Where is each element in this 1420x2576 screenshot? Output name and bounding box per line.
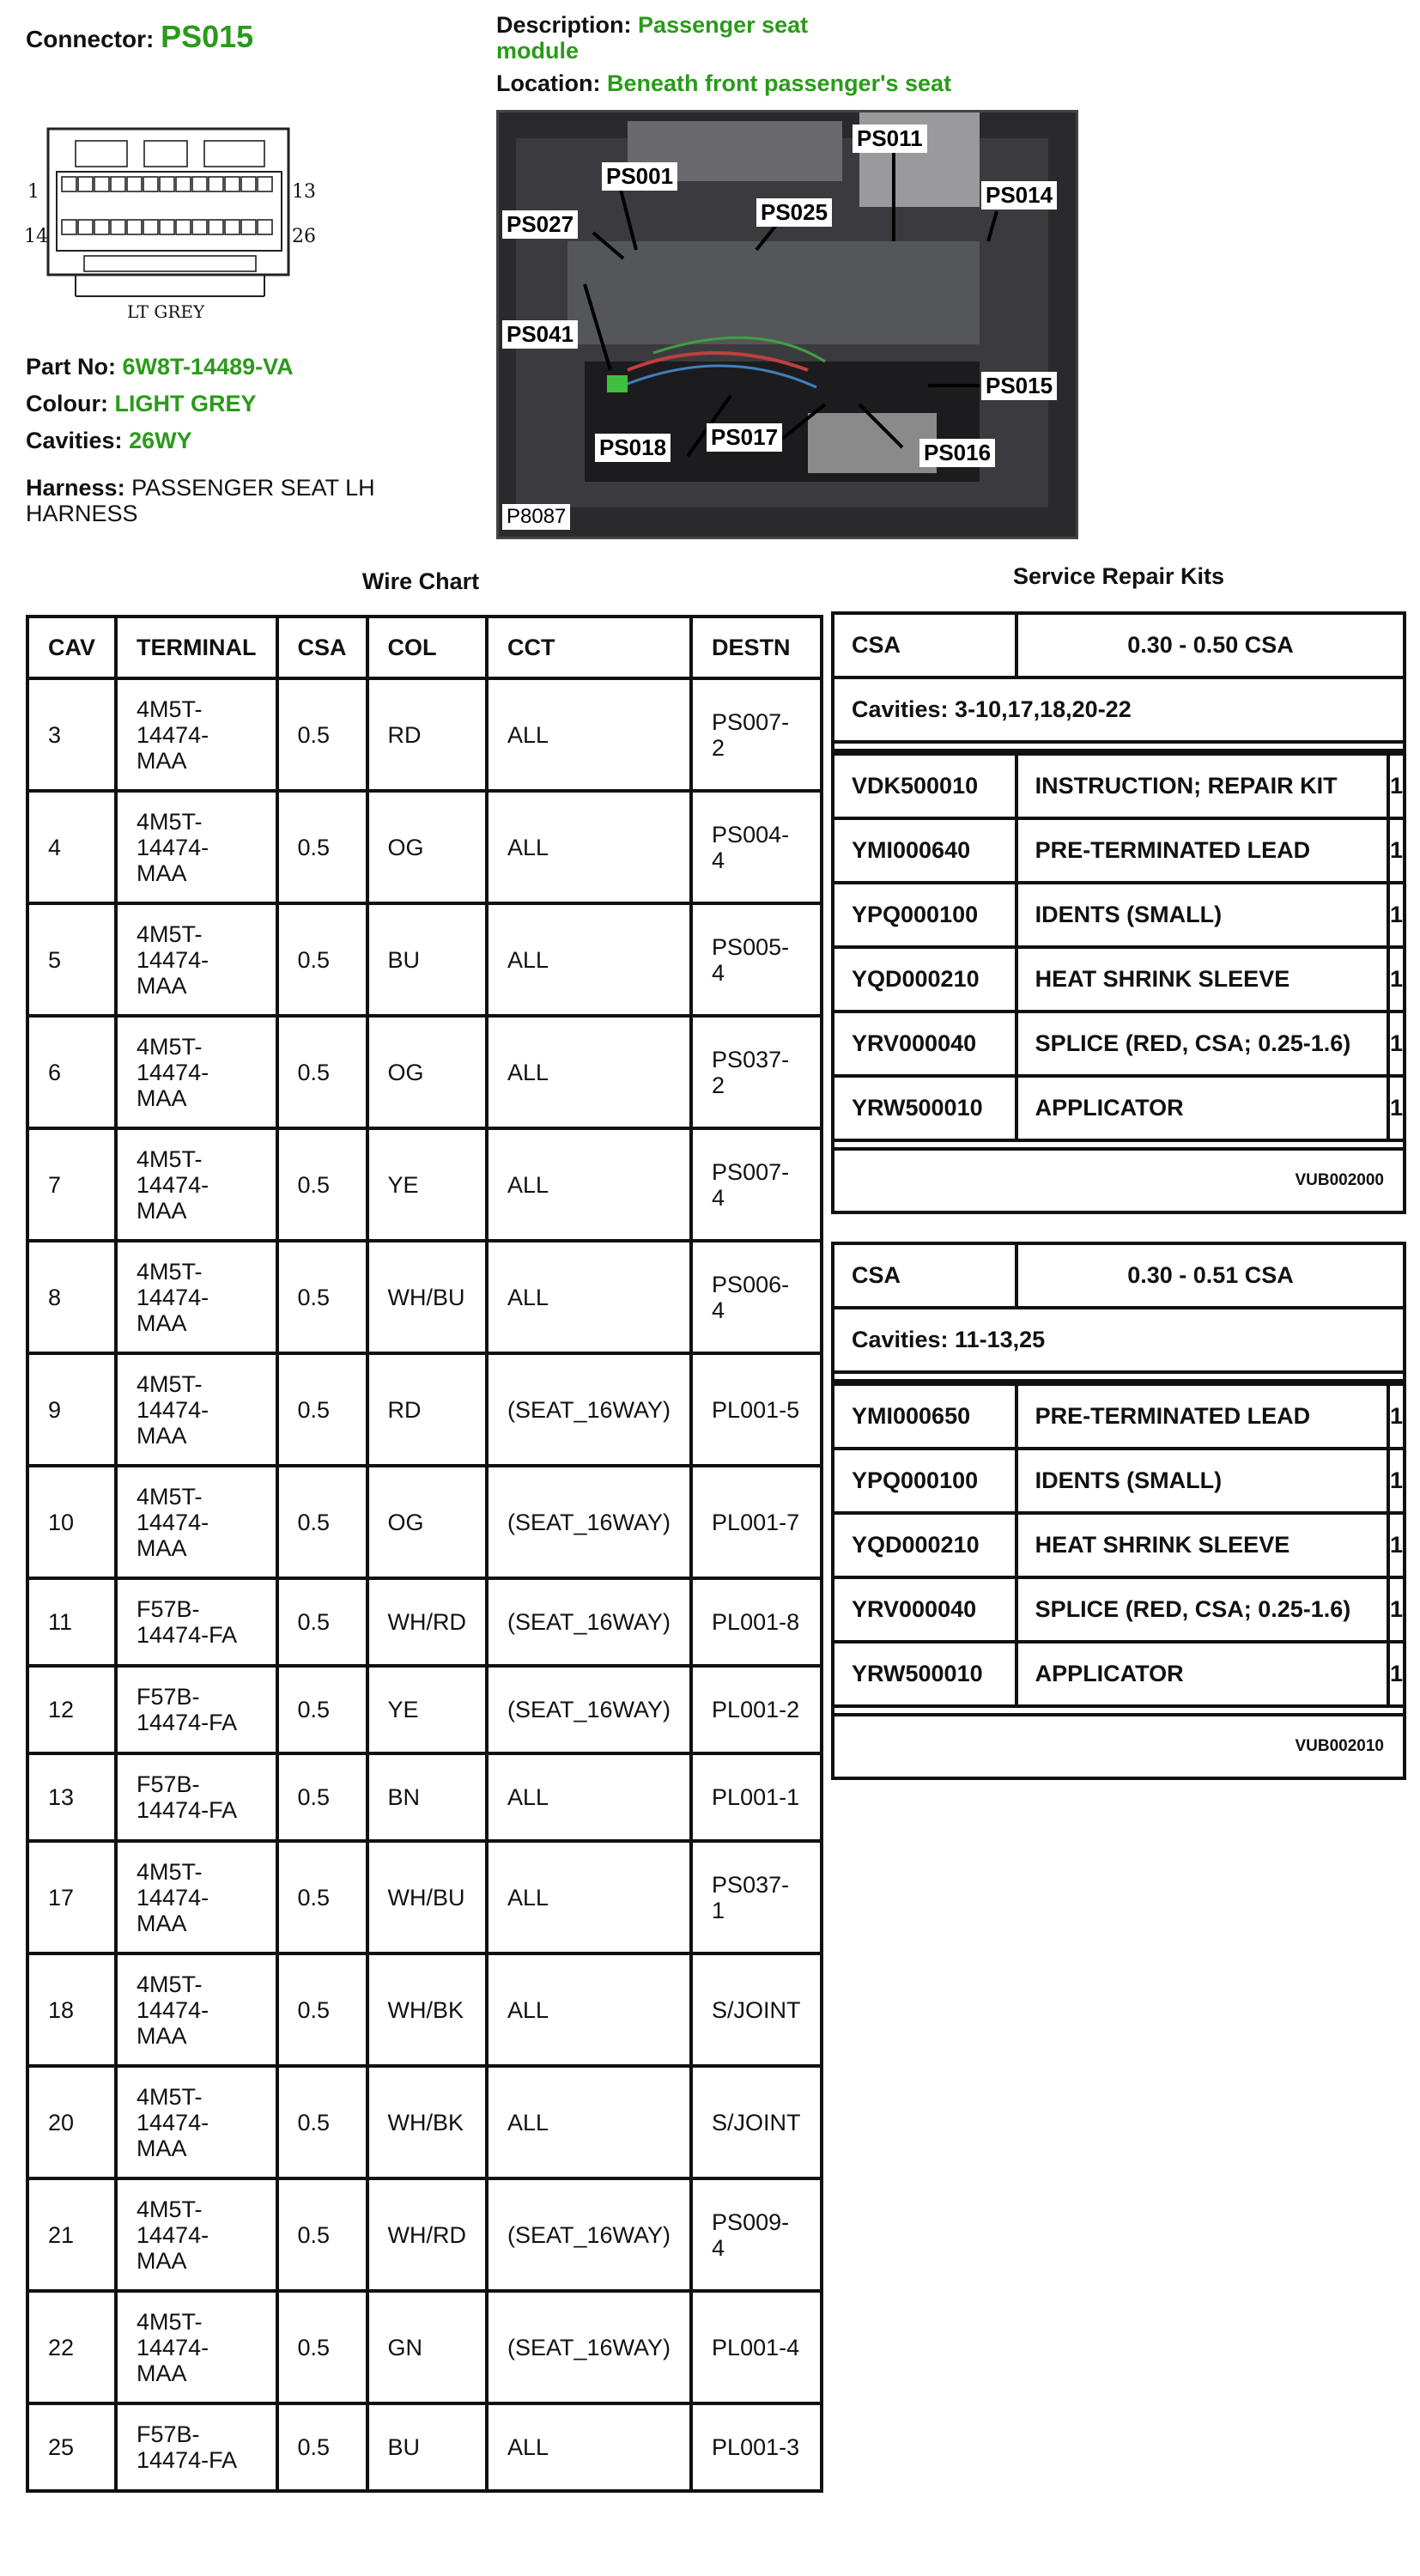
- cell-terminal: 4M5T- 14474- MAA: [116, 903, 276, 1016]
- cell-terminal: 4M5T- 14474- MAA: [116, 1353, 276, 1466]
- kit-1-csa-row: [831, 611, 1406, 679]
- kit-item-row: [831, 1078, 1406, 1142]
- pin-26-label: 26: [292, 226, 316, 247]
- cell-csa: 0.5: [277, 1241, 367, 1353]
- kit-item-quantity: 1: [1389, 1030, 1403, 1056]
- kit-2-cavities-row: [831, 1309, 1406, 1374]
- kit-item-part-number: YRV000040: [834, 1579, 1018, 1640]
- cell-cct: ALL: [487, 1841, 691, 1953]
- cell-col: OG: [367, 791, 487, 903]
- part-no-value: 6W8T-14489-VA: [122, 354, 294, 380]
- table-row: [27, 1241, 822, 1353]
- kit-item-row: [831, 1382, 1406, 1450]
- kit-item-description: IDENTS (SMALL): [1018, 1450, 1390, 1511]
- location-photo: [496, 110, 1078, 539]
- col-cct: CCT: [487, 617, 691, 678]
- cell-csa: 0.5: [277, 1578, 367, 1666]
- cell-destn: S/JOINT: [691, 2066, 822, 2178]
- cell-cav: 6: [27, 1016, 116, 1128]
- kit-item-row: [831, 1515, 1406, 1579]
- wire-chart-header-row: [27, 617, 822, 678]
- cell-col: BN: [367, 1753, 487, 1841]
- kit-item-description: INSTRUCTION; REPAIR KIT: [1018, 756, 1390, 817]
- kit-item-part-number: YRW500010: [834, 1078, 1018, 1139]
- cell-terminal: 4M5T- 14474- MAA: [116, 791, 276, 903]
- part-no-label: Part No:: [26, 354, 117, 380]
- kit-item-description: PRE-TERMINATED LEAD: [1018, 820, 1390, 881]
- cell-terminal: 4M5T- 14474- MAA: [116, 1128, 276, 1241]
- kit-item-part-number: YPQ000100: [834, 884, 1018, 945]
- cell-cct: ALL: [487, 1128, 691, 1241]
- kit-1-separator-bottom: [831, 1142, 1406, 1151]
- kit-item-row: [831, 1643, 1406, 1708]
- cell-cav: 22: [27, 2291, 116, 2403]
- harness-label: Harness:: [26, 475, 125, 501]
- cell-cct: ALL: [487, 2403, 691, 2491]
- diagram-caption: LT GREY: [127, 301, 205, 322]
- cell-col: BU: [367, 2403, 487, 2491]
- cell-cct: ALL: [487, 2066, 691, 2178]
- table-row: [27, 1128, 822, 1241]
- cell-terminal: F57B- 14474-FA: [116, 2403, 276, 2491]
- connector-label: Connector:: [26, 26, 155, 52]
- repair-kits-title: Service Repair Kits: [1012, 563, 1225, 589]
- pin-14-label: 14: [24, 226, 48, 247]
- kit-item-row: [831, 820, 1406, 884]
- kit-item-description: APPLICATOR: [1018, 1643, 1390, 1704]
- connector-diagram: [24, 120, 333, 326]
- cell-col: GN: [367, 2291, 487, 2403]
- kit-item-part-number: VDK500010: [834, 756, 1018, 817]
- colour-label: Colour:: [26, 391, 108, 416]
- cell-destn: PL001-2: [691, 1666, 822, 1753]
- cell-cct: ALL: [487, 1953, 691, 2066]
- cell-col: WH/RD: [367, 1578, 487, 1666]
- connector-title: [26, 19, 253, 55]
- callout-ps001: PS001: [602, 162, 677, 191]
- kit-1-items: [831, 752, 1406, 1142]
- col-cav: CAV: [27, 617, 116, 678]
- table-row: [27, 678, 822, 791]
- part-number-line: [26, 354, 294, 380]
- kit-item-row: [831, 949, 1406, 1013]
- kit-item-quantity: 1: [1389, 1596, 1403, 1622]
- cell-csa: 0.5: [277, 2066, 367, 2178]
- table-row: [27, 2178, 822, 2291]
- cell-cav: 25: [27, 2403, 116, 2491]
- description-label: Description:: [496, 12, 632, 38]
- kit-item-quantity: 1: [1389, 966, 1403, 992]
- cell-cav: 9: [27, 1353, 116, 1466]
- cell-cav: 8: [27, 1241, 116, 1353]
- callout-ps016: PS016: [919, 439, 995, 467]
- cell-destn: PL001-8: [691, 1578, 822, 1666]
- cell-cav: 12: [27, 1666, 116, 1753]
- table-row: [27, 1841, 822, 1953]
- cell-destn: PL001-1: [691, 1753, 822, 1841]
- kit-1-csa-range: 0.30 - 0.50 CSA: [1127, 632, 1294, 658]
- kit-item-description: SPLICE (RED, CSA; 0.25-1.6): [1018, 1013, 1390, 1074]
- cavities-line: [26, 428, 192, 454]
- cell-col: YE: [367, 1128, 487, 1241]
- kit-item-quantity: 1: [1389, 773, 1403, 799]
- cell-csa: 0.5: [277, 1128, 367, 1241]
- wire-chart-body: [27, 678, 822, 2491]
- pin-13-label: 13: [292, 181, 316, 203]
- table-row: [27, 1666, 822, 1753]
- description-line: [496, 12, 857, 64]
- col-col: COL: [367, 617, 487, 678]
- kit-2-separator: [831, 1374, 1406, 1382]
- cell-cav: 5: [27, 903, 116, 1016]
- harness-value: PASSENGER SEAT LH HARNESS: [26, 475, 375, 526]
- kit-1-csa-label: CSA: [834, 615, 1018, 676]
- cavities-value: 26WY: [129, 428, 192, 453]
- cell-col: YE: [367, 1666, 487, 1753]
- cell-csa: 0.5: [277, 791, 367, 903]
- cell-csa: 0.5: [277, 1953, 367, 2066]
- col-terminal: TERMINAL: [116, 617, 276, 678]
- connector-face-drawing: [24, 120, 333, 326]
- kit-item-part-number: YPQ000100: [834, 1450, 1018, 1511]
- callout-ps014: PS014: [981, 181, 1057, 210]
- table-row: [27, 1953, 822, 2066]
- kit-item-quantity: 1: [1389, 1095, 1403, 1121]
- cell-csa: 0.5: [277, 1841, 367, 1953]
- kit-2-code-row: [831, 1716, 1406, 1780]
- cell-destn: PL001-5: [691, 1353, 822, 1466]
- kit-item-part-number: YRW500010: [834, 1643, 1018, 1704]
- kit-item-description: SPLICE (RED, CSA; 0.25-1.6): [1018, 1579, 1390, 1640]
- callout-ps027: PS027: [502, 210, 578, 239]
- kit-2-csa-row: [831, 1242, 1406, 1309]
- cell-col: WH/BK: [367, 1953, 487, 2066]
- kit-2-code: VUB002010: [1295, 1737, 1384, 1755]
- cell-terminal: F57B- 14474-FA: [116, 1666, 276, 1753]
- pin-1-label: 1: [27, 181, 39, 203]
- cell-csa: 0.5: [277, 1016, 367, 1128]
- callout-ps025: PS025: [756, 198, 832, 227]
- repair-kit-1: [831, 611, 1406, 1214]
- cell-cav: 20: [27, 2066, 116, 2178]
- kit-item-description: APPLICATOR: [1018, 1078, 1390, 1139]
- kit-2-csa-range: 0.30 - 0.51 CSA: [1127, 1262, 1294, 1288]
- cell-cct: ALL: [487, 1016, 691, 1128]
- cell-csa: 0.5: [277, 1666, 367, 1753]
- cell-destn: PL001-3: [691, 2403, 822, 2491]
- cell-cct: (SEAT_16WAY): [487, 1666, 691, 1753]
- col-destn: DESTN: [691, 617, 822, 678]
- cell-destn: PS007- 4: [691, 1128, 822, 1241]
- cell-terminal: 4M5T- 14474- MAA: [116, 678, 276, 791]
- table-row: [27, 1753, 822, 1841]
- cell-cct: ALL: [487, 1241, 691, 1353]
- cell-cct: ALL: [487, 791, 691, 903]
- cell-destn: S/JOINT: [691, 1953, 822, 2066]
- kit-item-quantity: 1: [1389, 1403, 1403, 1429]
- cell-cct: ALL: [487, 903, 691, 1016]
- cell-csa: 0.5: [277, 2291, 367, 2403]
- cell-cct: (SEAT_16WAY): [487, 1353, 691, 1466]
- photo-illustration: [499, 112, 1076, 537]
- kit-item-row: [831, 1013, 1406, 1078]
- col-csa: CSA: [277, 617, 367, 678]
- colour-line: [26, 391, 257, 417]
- cell-terminal: 4M5T- 14474- MAA: [116, 2066, 276, 2178]
- location-value: Beneath front passenger's seat: [607, 70, 952, 96]
- cell-col: OG: [367, 1466, 487, 1578]
- cell-col: OG: [367, 1016, 487, 1128]
- cell-csa: 0.5: [277, 678, 367, 791]
- kit-item-row: [831, 884, 1406, 949]
- callout-ps015: PS015: [981, 372, 1057, 400]
- kit-item-part-number: YQD000210: [834, 1515, 1018, 1576]
- kit-item-row: [831, 1450, 1406, 1515]
- kit-item-part-number: YQD000210: [834, 949, 1018, 1010]
- table-row: [27, 1578, 822, 1666]
- cell-col: WH/BU: [367, 1841, 487, 1953]
- table-row: [27, 791, 822, 903]
- callout-ps017: PS017: [707, 423, 782, 452]
- kit-item-part-number: YMI000650: [834, 1386, 1018, 1447]
- cell-destn: PS006- 4: [691, 1241, 822, 1353]
- table-row: [27, 1466, 822, 1578]
- kit-item-description: HEAT SHRINK SLEEVE: [1018, 949, 1390, 1010]
- cell-col: WH/BK: [367, 2066, 487, 2178]
- kit-1-cavities-row: [831, 679, 1406, 744]
- cell-col: BU: [367, 903, 487, 1016]
- cell-cct: (SEAT_16WAY): [487, 1578, 691, 1666]
- cell-col: RD: [367, 1353, 487, 1466]
- cell-destn: PS005- 4: [691, 903, 822, 1016]
- kit-item-quantity: 1: [1389, 902, 1403, 927]
- location-line: [496, 70, 1097, 96]
- cell-cav: 11: [27, 1578, 116, 1666]
- cell-col: WH/RD: [367, 2178, 487, 2291]
- cell-csa: 0.5: [277, 1753, 367, 1841]
- cell-destn: PL001-4: [691, 2291, 822, 2403]
- table-row: [27, 903, 822, 1016]
- cell-terminal: F57B- 14474-FA: [116, 1578, 276, 1666]
- wire-chart-table: [26, 615, 823, 2493]
- kit-item-description: HEAT SHRINK SLEEVE: [1018, 1515, 1390, 1576]
- cell-cav: 18: [27, 1953, 116, 2066]
- kit-1-code: VUB002000: [1295, 1171, 1384, 1189]
- cell-cav: 7: [27, 1128, 116, 1241]
- cell-cav: 17: [27, 1841, 116, 1953]
- kit-item-row: [831, 752, 1406, 820]
- cell-terminal: 4M5T- 14474- MAA: [116, 1466, 276, 1578]
- cell-terminal: F57B- 14474-FA: [116, 1753, 276, 1841]
- kit-2-items: [831, 1382, 1406, 1708]
- cell-col: WH/BU: [367, 1241, 487, 1353]
- table-row: [27, 2403, 822, 2491]
- cell-destn: PS009- 4: [691, 2178, 822, 2291]
- cell-cct: ALL: [487, 678, 691, 791]
- kit-item-description: PRE-TERMINATED LEAD: [1018, 1386, 1390, 1447]
- repair-kit-2: [831, 1242, 1406, 1780]
- kit-item-quantity: 1: [1389, 1467, 1403, 1493]
- kit-item-row: [831, 1579, 1406, 1643]
- kit-2-separator-bottom: [831, 1708, 1406, 1716]
- cell-csa: 0.5: [277, 2403, 367, 2491]
- harness-line: [26, 475, 455, 526]
- cell-cct: (SEAT_16WAY): [487, 1466, 691, 1578]
- cell-cct: ALL: [487, 1753, 691, 1841]
- kit-item-description: IDENTS (SMALL): [1018, 884, 1390, 945]
- kit-item-quantity: 1: [1389, 1532, 1403, 1558]
- colour-value: LIGHT GREY: [114, 391, 257, 416]
- kit-1-separator: [831, 744, 1406, 752]
- kit-item-quantity: 1: [1389, 837, 1403, 863]
- cell-cav: 21: [27, 2178, 116, 2291]
- cell-destn: PS004- 4: [691, 791, 822, 903]
- cell-cav: 4: [27, 791, 116, 903]
- cell-destn: PS037- 2: [691, 1016, 822, 1128]
- cavities-label: Cavities:: [26, 428, 123, 453]
- kit-2-cavities: Cavities: 11-13,25: [852, 1327, 1046, 1352]
- cell-terminal: 4M5T- 14474- MAA: [116, 1016, 276, 1128]
- cell-cav: 3: [27, 678, 116, 791]
- cell-csa: 0.5: [277, 903, 367, 1016]
- cell-terminal: 4M5T- 14474- MAA: [116, 1841, 276, 1953]
- cell-terminal: 4M5T- 14474- MAA: [116, 2291, 276, 2403]
- table-row: [27, 2291, 822, 2403]
- cell-destn: PS037- 1: [691, 1841, 822, 1953]
- description-value: Passenger seat module: [496, 12, 809, 64]
- connector-id: PS015: [161, 19, 254, 54]
- cell-cct: (SEAT_16WAY): [487, 2291, 691, 2403]
- callout-ps041: PS041: [502, 320, 578, 349]
- cell-csa: 0.5: [277, 2178, 367, 2291]
- cell-terminal: 4M5T- 14474- MAA: [116, 1953, 276, 2066]
- cell-terminal: 4M5T- 14474- MAA: [116, 1241, 276, 1353]
- cell-csa: 0.5: [277, 1466, 367, 1578]
- cell-col: RD: [367, 678, 487, 791]
- kit-item-part-number: YMI000640: [834, 820, 1018, 881]
- kit-item-part-number: YRV000040: [834, 1013, 1018, 1074]
- kit-1-code-row: [831, 1151, 1406, 1214]
- table-row: [27, 1016, 822, 1128]
- cell-cav: 13: [27, 1753, 116, 1841]
- kit-item-quantity: 1: [1389, 1661, 1403, 1686]
- location-label: Location:: [496, 70, 601, 96]
- cell-csa: 0.5: [277, 1353, 367, 1466]
- table-row: [27, 1353, 822, 1466]
- cell-destn: PS007- 2: [691, 678, 822, 791]
- cell-cct: (SEAT_16WAY): [487, 2178, 691, 2291]
- table-row: [27, 2066, 822, 2178]
- cell-cav: 10: [27, 1466, 116, 1578]
- wire-chart-title: Wire Chart: [361, 568, 480, 594]
- kit-1-cavities: Cavities: 3-10,17,18,20-22: [852, 696, 1132, 722]
- cell-destn: PL001-7: [691, 1466, 822, 1578]
- photo-reference: P8087: [502, 504, 570, 530]
- kit-2-csa-label: CSA: [834, 1245, 1018, 1306]
- callout-ps011: PS011: [853, 125, 927, 153]
- cell-terminal: 4M5T- 14474- MAA: [116, 2178, 276, 2291]
- callout-ps018: PS018: [595, 434, 671, 462]
